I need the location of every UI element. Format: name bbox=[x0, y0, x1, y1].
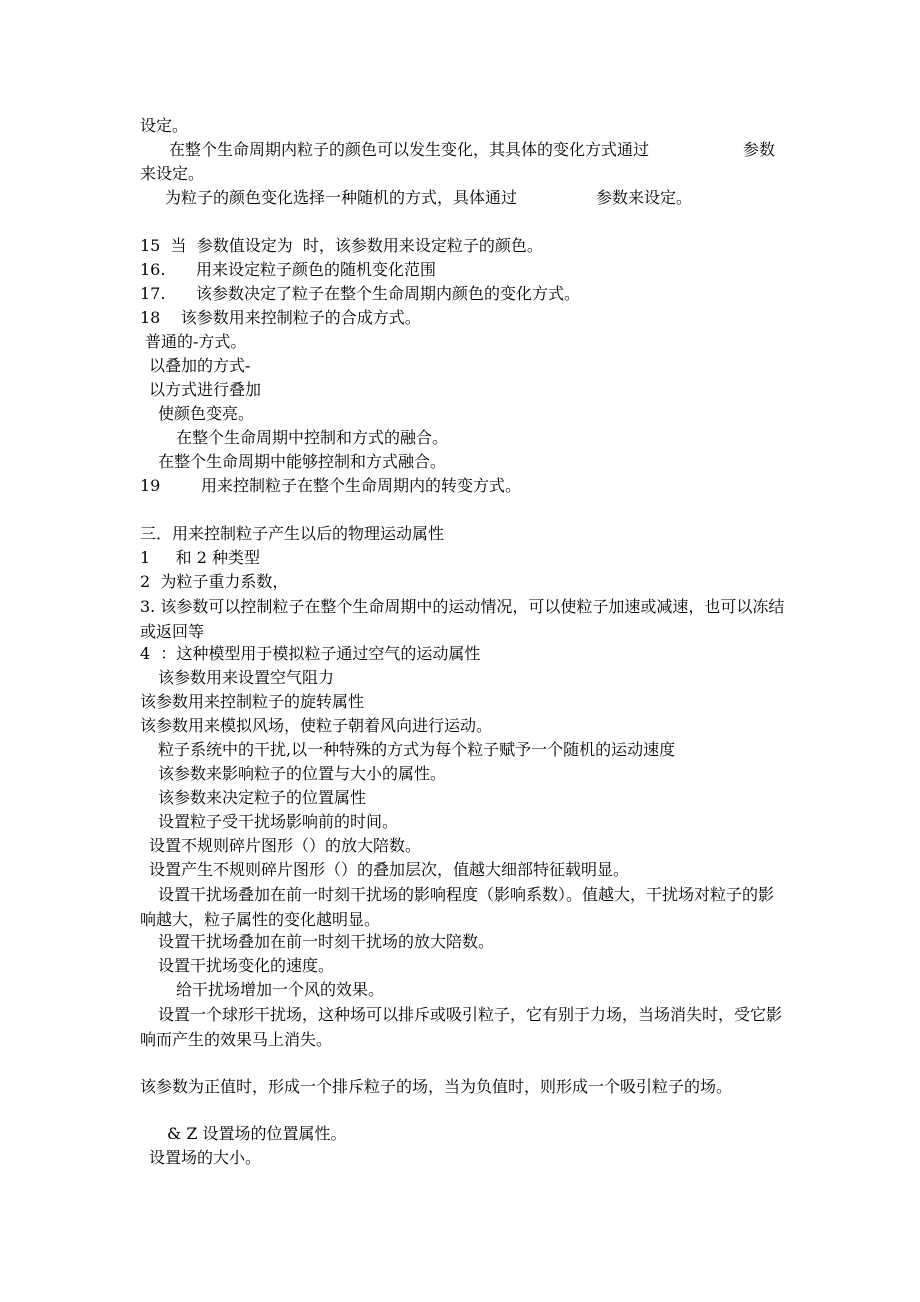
text-line: 设定。 bbox=[140, 116, 189, 135]
text-line: 该参数来决定粒子的位置属性 bbox=[158, 788, 367, 807]
text-line: 16. 用来设定粒子颜色的随机变化范围 bbox=[140, 260, 436, 279]
text-line: 15 当 参数值设定为 时，该参数用来设定粒子的颜色。 bbox=[140, 236, 543, 255]
text-paragraph: 3. 该参数可以控制粒子在整个生命周期中的运动情况，可以使粒子加速或减速，也可以冻结或返回等 bbox=[140, 597, 785, 641]
text-line: 普通的-方式。 bbox=[145, 332, 247, 351]
text-line: 粒子系统中的干扰,以一种特殊的方式为每个粒子赋予一个随机的运动速度 bbox=[158, 740, 676, 759]
text-line: 该参数用来控制粒子的旋转属性 bbox=[140, 692, 365, 711]
section-heading: 三．用来控制粒子产生以后的物理运动属性 bbox=[140, 524, 445, 543]
text-line: 参数来设定。 bbox=[596, 188, 693, 207]
text-line: 18 该参数用来控制粒子的合成方式。 bbox=[140, 308, 421, 327]
text-line: 使颜色变亮。 bbox=[158, 404, 255, 423]
text-line: 给干扰场增加一个风的效果。 bbox=[176, 980, 385, 999]
text-line: 设置产生不规则碎片图形（）的叠加层次，值越大细部特征载明显。 bbox=[149, 860, 630, 879]
text-line: 设置粒子受干扰场影响前的时间。 bbox=[158, 812, 399, 831]
text-line: & Z 设置场的位置属性。 bbox=[167, 1124, 347, 1143]
text-line: 以方式进行叠加 bbox=[149, 380, 262, 399]
text-line: 设置场的大小。 bbox=[149, 1148, 262, 1167]
text-line: 来设定。 bbox=[140, 164, 205, 183]
text-line: 4 ：这种模型用于模拟粒子通过空气的运动属性 bbox=[140, 644, 481, 663]
text-line: 设置不规则碎片图形（）的放大陪数。 bbox=[149, 836, 422, 855]
text-paragraph: 设置一个球形干扰场，这种场可以排斥或吸引粒子，它有别于力场，当场消失时，受它影响而产生的效果马上消失。 bbox=[140, 1005, 783, 1049]
text-line: 该参数来影响粒子的位置与大小的属性。 bbox=[158, 764, 447, 783]
text-line: 以叠加的方式- bbox=[149, 356, 251, 375]
text-line: 为粒子的颜色变化选择一种随机的方式，具体通过 bbox=[165, 188, 518, 207]
text-line: 2 为粒子重力系数， bbox=[140, 572, 289, 591]
text-paragraph: 设置干扰场叠加在前一时刻干扰场的影响程度（影响系数）。值越大，干扰场对粒子的影响越大，粒子属性的变化越明显。 bbox=[140, 885, 775, 929]
text-line: 在整个生命周期中控制和方式的融合。 bbox=[176, 428, 449, 447]
text-line: 该参数用来设置空气阻力 bbox=[158, 668, 335, 687]
text-line: 设置干扰场变化的速度。 bbox=[158, 956, 335, 975]
text-paragraph: 该参数为正值时，形成一个排斥粒子的场，当为负值时，则形成一个吸引粒子的场。 bbox=[140, 1077, 733, 1096]
text-line: 19 用来控制粒子在整个生命周期内的转变方式。 bbox=[140, 476, 522, 495]
text-line: 该参数用来模拟风场，使粒子朝着风向进行运动。 bbox=[140, 716, 493, 735]
text-line: 在整个生命周期中能够控制和方式融合。 bbox=[158, 452, 447, 471]
text-line: 设置干扰场叠加在前一时刻干扰场的放大陪数。 bbox=[158, 932, 495, 951]
text-line: 17. 该参数决定了粒子在整个生命周期内颜色的变化方式。 bbox=[140, 284, 580, 303]
text-line: 参数 bbox=[743, 140, 776, 159]
text-line: 在整个生命周期内粒子的颜色可以发生变化，其具体的变化方式通过 bbox=[169, 140, 650, 159]
text-line: 1 和 2 种类型 bbox=[140, 548, 260, 567]
